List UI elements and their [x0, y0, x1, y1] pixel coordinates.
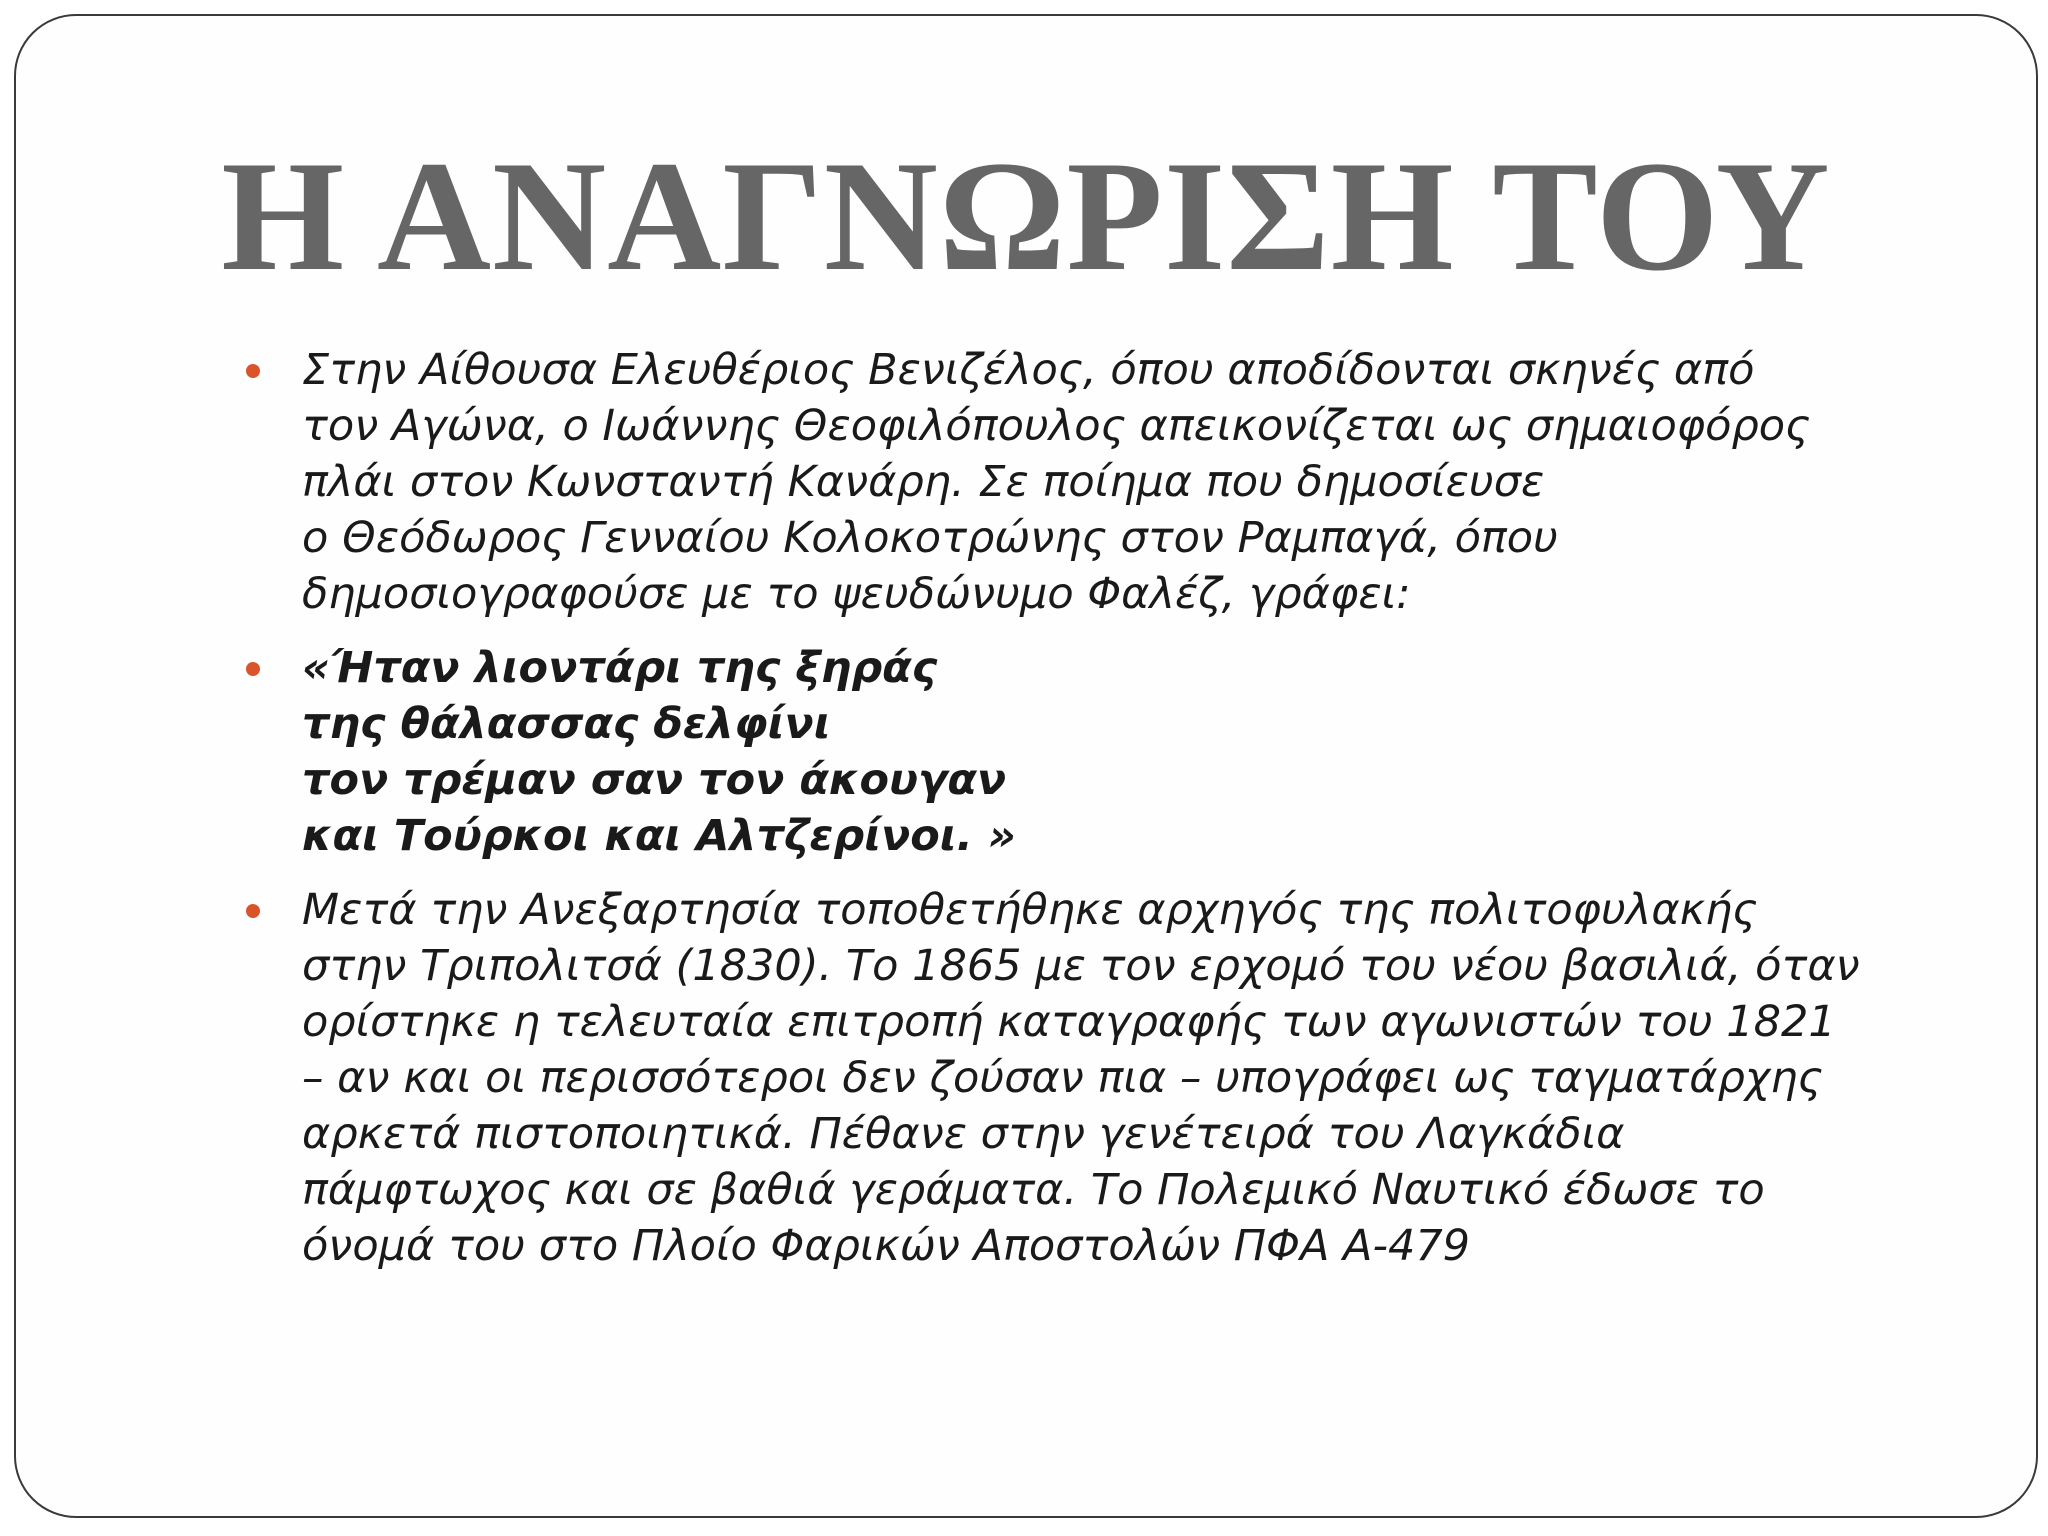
bullet-text-line: όνομά του στο Πλοίο Φαρικών Αποστολών ΠΦΑ Α-479	[302, 1221, 1471, 1271]
bullet-dot-icon	[246, 904, 260, 918]
poem-line: «Ήταν λιοντάρι της ξηράς	[302, 643, 938, 693]
bullet-text-line: ορίστηκε η τελευταία επιτροπή καταγραφής των αγωνιστών του 1821	[302, 997, 1836, 1047]
bullet-dot-icon	[246, 662, 260, 676]
bullet-list	[232, 342, 1992, 1292]
bullet-text-line: Στην Αίθουσα Ελευθέριος Βενιζέλος, όπου αποδίδονται σκηνές από	[302, 345, 1755, 395]
bullet-text-line: ο Θεόδωρος Γενναίου Κολοκοτρώνης στον Ραμπαγά, όπου	[302, 513, 1558, 563]
poem-line: της θάλασσας δελφίνι	[302, 699, 831, 749]
bullet-text-line: πάμφτωχος και σε βαθιά γεράματα. Το Πολεμικό Ναυτικό έδωσε το	[302, 1165, 1765, 1215]
bullet-item-poem	[232, 640, 1992, 864]
slide	[14, 14, 2038, 1518]
poem-line: τον τρέμαν σαν τον άκουγαν	[302, 755, 1007, 805]
bullet-dot-icon	[246, 364, 260, 378]
bullet-item-later-life	[232, 882, 1992, 1274]
bullet-text-line: πλάι στον Κωνσταντή Κανάρη. Σε ποίημα που δημοσίευσε	[302, 457, 1545, 507]
bullet-text-line: τον Αγώνα, ο Ιωάννης Θεοφιλόπουλος απεικονίζεται ως σημαιοφόρος	[302, 401, 1811, 451]
bullet-text-line: στην Τριπολιτσά (1830). Το 1865 με τον ερχομό του νέου βασιλιά, όταν	[302, 941, 1860, 991]
bullet-item-intro	[232, 342, 1992, 622]
poem-line: και Τούρκοι και Αλτζερίνοι. »	[302, 811, 1016, 861]
slide-title: Η ΑΝΑΓΝΩΡΙΣΗ ΤΟΥ	[221, 129, 1831, 304]
bullet-text-line: – αν και οι περισσότεροι δεν ζούσαν πια – υπογράφει ως ταγματάρχης	[302, 1053, 1823, 1103]
bullet-text-line: δημοσιογραφούσε με το ψευδώνυμο Φαλέζ, γράφει:	[302, 569, 1411, 619]
bullet-text-line: Μετά την Ανεξαρτησία τοποθετήθηκε αρχηγός της πολιτοφυλακής	[302, 885, 1758, 935]
bullet-text-line: αρκετά πιστοποιητικά. Πέθανε στην γενέτειρά του Λαγκάδια	[302, 1109, 1625, 1159]
